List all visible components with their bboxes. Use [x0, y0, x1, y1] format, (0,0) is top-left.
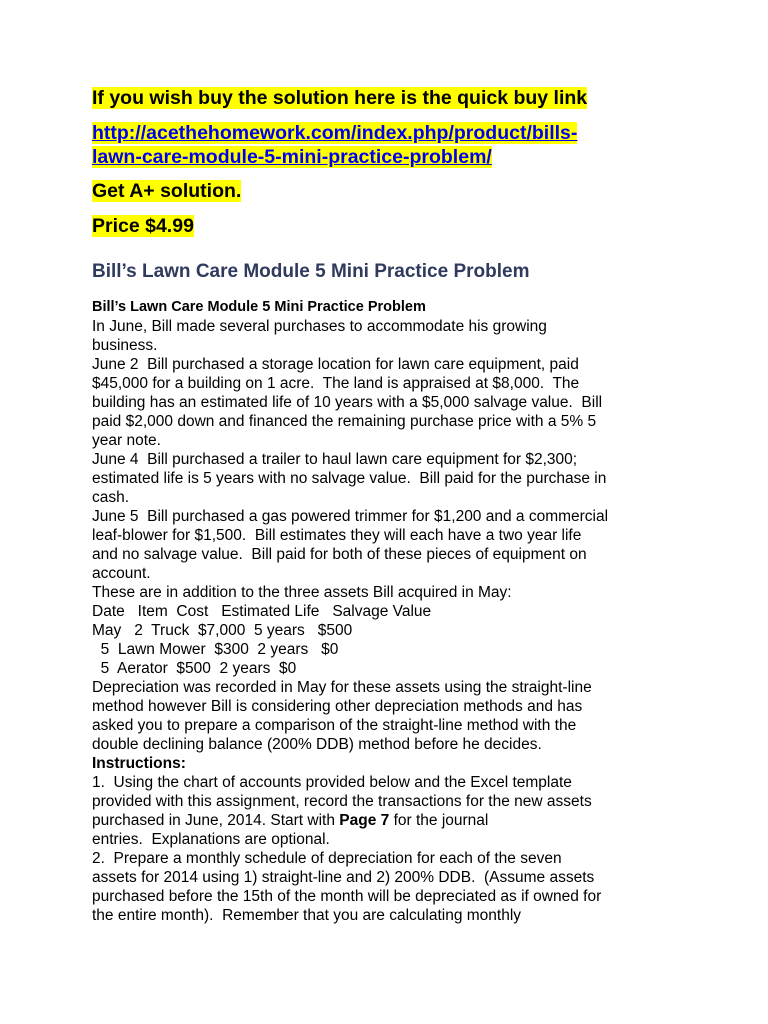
page-7-reference: Page 7: [339, 812, 390, 829]
body-line: paid $2,000 down and financed the remaining purchase price with a 5% 5: [92, 413, 597, 430]
body-line: In June, Bill made several purchases to accommodate his growing: [92, 318, 547, 335]
body-line: June 4 Bill purchased a trailer to haul lawn care equipment for $2,300;: [92, 451, 578, 468]
table-header-line: Date Item Cost Estimated Life Salvage Value: [92, 603, 432, 620]
instruction-1-line: [92, 811, 682, 830]
table-row: 5 Lawn Mower $300 2 years $0: [92, 641, 339, 658]
body-line: $45,000 for a building on 1 acre. The land is appraised at $8,000. The: [92, 375, 580, 392]
body-line: account.: [92, 565, 151, 582]
table-row: 5 Aerator $500 2 years $0: [92, 660, 297, 677]
instruction-1-text: for the journal: [389, 812, 489, 829]
body-line: June 2 Bill purchased a storage location for lawn care equipment, paid: [92, 356, 579, 373]
body-line: estimated life is 5 years with no salvage value. Bill paid for the purchase in: [92, 470, 607, 487]
grade-text: Get A+ solution.: [92, 180, 242, 202]
instruction-1-line: 1. Using the chart of accounts provided below and the Excel template: [92, 774, 572, 791]
instruction-2-line: 2. Prepare a monthly schedule of depreciation for each of the seven: [92, 850, 562, 867]
document-title: Bill’s Lawn Care Module 5 Mini Practice Problem: [92, 261, 530, 282]
body-line: double declining balance (200% DDB) method before he decides.: [92, 736, 542, 753]
body-line: These are in addition to the three assets Bill acquired in May:: [92, 584, 512, 601]
document-page: [92, 86, 682, 925]
body-line: building has an estimated life of 10 years with a $5,000 salvage value. Bill: [92, 394, 603, 411]
quick-buy-link[interactable]: [92, 121, 682, 169]
body-line: Depreciation was recorded in May for these assets using the straight-line: [92, 679, 592, 696]
body-line: leaf-blower for $1,500. Bill estimates they will each have a two year life: [92, 527, 582, 544]
document-body: [92, 317, 682, 925]
body-line: business.: [92, 337, 158, 354]
body-line: and no salvage value. Bill paid for both of these pieces of equipment on: [92, 546, 587, 563]
buy-solution-text: If you wish buy the solution here is the quick buy link: [92, 87, 588, 109]
buy-link-line-2[interactable]: lawn-care-module-5-mini-practice-problem/: [92, 146, 492, 168]
promo-block: [92, 86, 682, 110]
table-row: May 2 Truck $7,000 5 years $500: [92, 622, 353, 639]
instruction-2-line: assets for 2014 using 1) straight-line and 2) 200% DDB. (Assume assets: [92, 869, 595, 886]
instruction-2-line: the entire month). Remember that you are calculating monthly: [92, 907, 522, 924]
body-line: asked you to prepare a comparison of the straight-line method with the: [92, 717, 577, 734]
price-text: Price $4.99: [92, 215, 194, 237]
instruction-1-line: provided with this assignment, record the transactions for the new assets: [92, 793, 592, 810]
instruction-1-text: purchased in June, 2014. Start with: [92, 812, 340, 829]
instructions-label: Instructions:: [92, 755, 186, 772]
body-line: June 5 Bill purchased a gas powered trimmer for $1,200 and a commercial: [92, 508, 609, 525]
body-line: method however Bill is considering other depreciation methods and has: [92, 698, 583, 715]
body-line: year note.: [92, 432, 161, 449]
instruction-2-line: purchased before the 15th of the month will be depreciated as if owned for: [92, 888, 602, 905]
body-line: cash.: [92, 489, 130, 506]
instruction-1-line: entries. Explanations are optional.: [92, 831, 330, 848]
document-subtitle: Bill’s Lawn Care Module 5 Mini Practice Problem: [92, 299, 426, 315]
buy-link-line-1[interactable]: http://acethehomework.com/index.php/product/bills-: [92, 122, 578, 144]
